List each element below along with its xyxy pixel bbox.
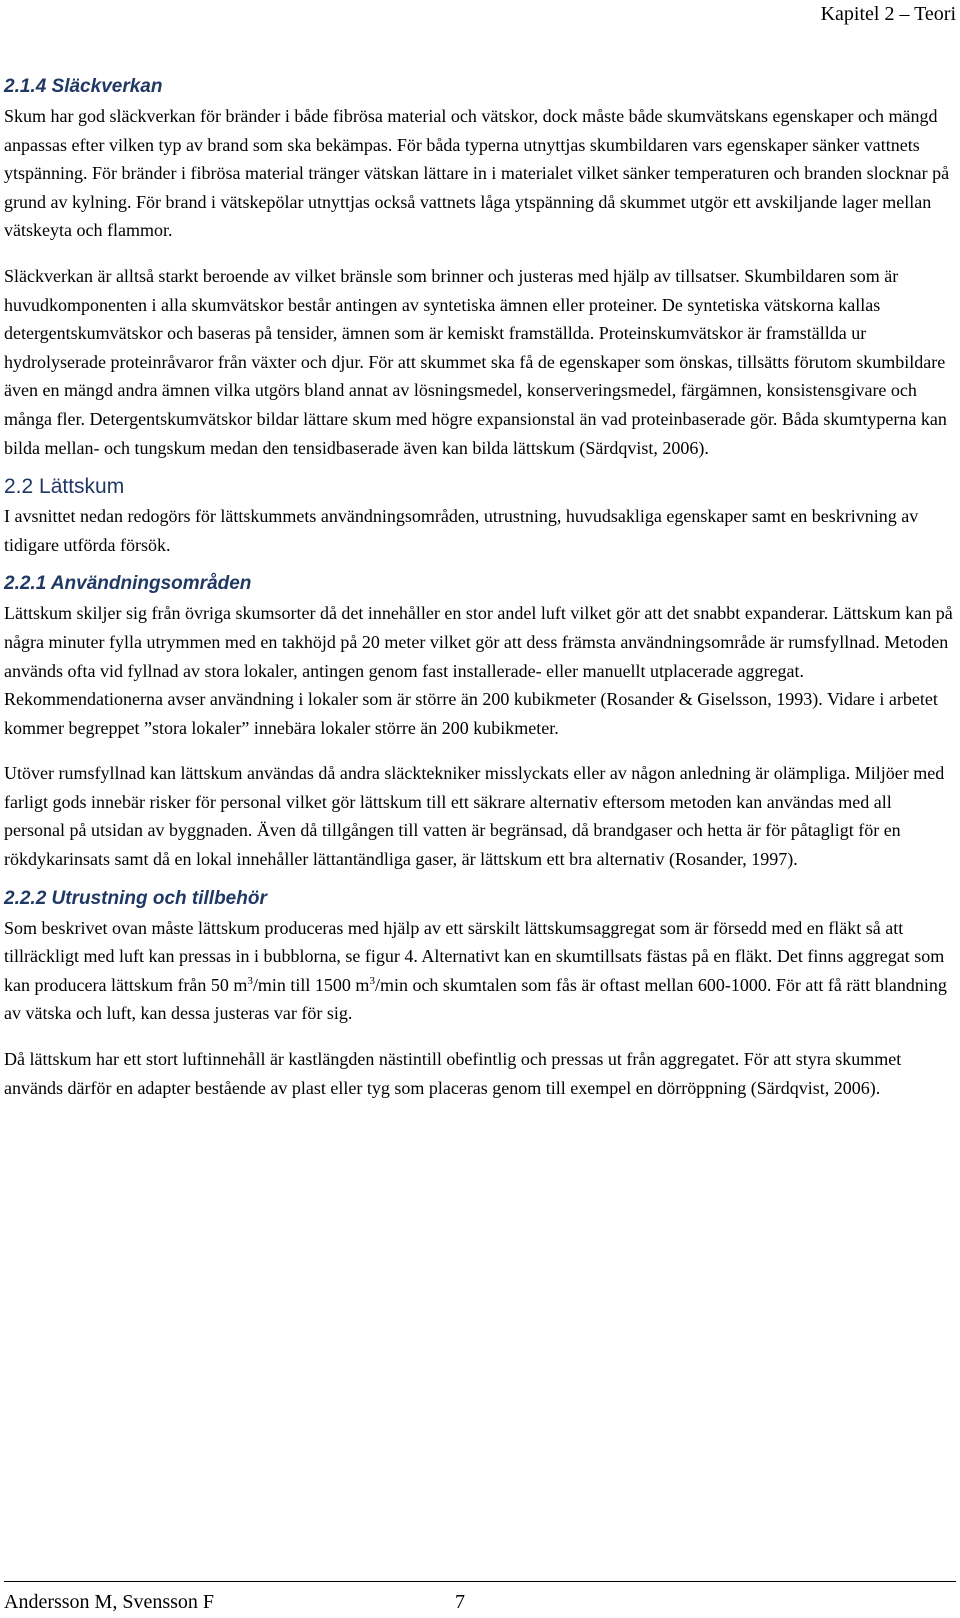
utrustning-text-a: Som beskrivet ovan måste lättskum produceras med hjälp av ett särskilt lättskumsaggregat som är försedd med en fläkt så att tillräckligt med luft kan pressas in i bubblorna, se figur 4. Alternativt kan en skumtillsats fästas på en fläkt. Det finns aggregat som kan producera lättskum från 50 m bbox=[4, 917, 945, 995]
footer-authors: Andersson M, Svensson F bbox=[4, 1591, 215, 1613]
paragraph-utrustning-1 bbox=[4, 914, 954, 1028]
footer-page-number: 7 bbox=[455, 1591, 465, 1613]
superscript-cubic-1: 3 bbox=[247, 974, 253, 987]
utrustning-text-c: /min och skumtalen som fås är oftast mellan 600-1000. För att få rätt blandning av vätska och luft, kan dessa justeras var för sig. bbox=[4, 974, 947, 1024]
page-footer bbox=[4, 1581, 956, 1618]
paragraph-utrustning-2: Då lättskum har ett stort luftinnehåll är kastlängden nästintill obefintlig och pressas ut från aggregatet. För att styra skummet används därför en adapter bestående av plast eller tyg som placeras genom till exempel en dörröppning (Särdqvist, 2006). bbox=[4, 1049, 902, 1098]
running-header: Kapitel 2 – Teori bbox=[820, 3, 956, 25]
paragraph-slackverkan-2: Släckverkan är alltså starkt beroende av vilket bränsle som brinner och justeras med hjälp av tillsatser. Skumbildaren som är huvudkomponenten i alla skumvätskor består antingen av syntetiska ämnen eller proteiner. De syntetiska vätskorna kallas detergentskumvätskor och baseras på tensider, ämnen som är kemiskt framställda. Proteinskumvätskor är framställda ur hydrolyserade proteinråvaror från växter och djur. För att skummet ska få de egenskaper som önskas, tillsätts förutom skumbildare även en mängd andra ämnen vilka utgörs bland annat av lösningsmedel, konserveringsmedel, färgämnen, konsistensgivare och många fler. Detergentskumvätskor bildar lättare skum med högre expansionstal än vad proteinbaserade gör. Båda skumtyperna kan bilda mellan- och tungskum medan den tensidbaserade även kan bilda lättskum (Särdqvist, 2006). bbox=[4, 265, 947, 458]
superscript-cubic-2: 3 bbox=[369, 974, 375, 987]
heading-2-2-1: 2.2.1 Användningsområden bbox=[4, 573, 252, 595]
paragraph-lattskum-intro: I avsnittet nedan redogörs för lättskummets användningsområden, utrustning, huvudsakliga egenskaper samt en beskrivning av tidigare utförda försök. bbox=[4, 506, 919, 555]
paragraph-slackverkan-1: Skum har god släckverkan för bränder i både fibrösa material och vätskor, dock måste både skumvätskans egenskaper och mängd anpassas efter vilken typ av brand som ska bekämpas. För båda typerna utnyttjas skumbildaren vars egenskaper sänker vattnets ytspänning. För bränder i fibrösa material tränger vätskan lättare in i materialet vilket sänker temperaturen och branden slocknar på grund av kylning. För brand i vätskepölar utnyttjas också vattnets låga ytspänning då skummet utgör ett avskiljande lager mellan vätskeyta och flammor. bbox=[4, 106, 950, 241]
paragraph-anvandning-1: Lättskum skiljer sig från övriga skumsorter då det innehåller en stor andel luft vilket gör att det snabbt expanderar. Lättskum kan på några minuter fylla utrymmen med en takhöjd på 20 meter vilket gör att dess främsta användningsområde är rumsfyllnad. Metoden används ofta vid fyllnad av stora lokaler, antingen genom fast installerade- eller manuellt utplacerade aggregat. Rekommendationerna avser användning i lokaler som är större än 200 kubikmeter (Rosander & Giselsson, 1993). Vidare i arbetet kommer begreppet ”stora lokaler” innebära lokaler större än 200 kubikmeter. bbox=[4, 603, 953, 738]
utrustning-text-b: /min till 1500 m bbox=[252, 974, 370, 995]
paragraph-anvandning-2: Utöver rumsfyllnad kan lättskum användas då andra släcktekniker misslyckats eller av någon anledning är olämpliga. Miljöer med farligt gods innebär risker för personal vilket gör lättskum till ett säkrare alternativ eftersom metoden kan användas med all personal på utsidan av byggnaden. Även då tillgången till vatten är begränsad, då brandgaser och hetta är för påtagligt för en rökdykarinsats samt då en lokal innehåller lättantändliga gaser, är lättskum ett bra alternativ (Rosander, 1997). bbox=[4, 763, 945, 870]
page-content bbox=[4, 72, 954, 1102]
heading-2-2-2: 2.2.2 Utrustning och tillbehör bbox=[4, 887, 267, 909]
heading-2-1-4: 2.1.4 Släckverkan bbox=[4, 76, 163, 97]
heading-2-2: 2.2 Lättskum bbox=[4, 475, 125, 499]
